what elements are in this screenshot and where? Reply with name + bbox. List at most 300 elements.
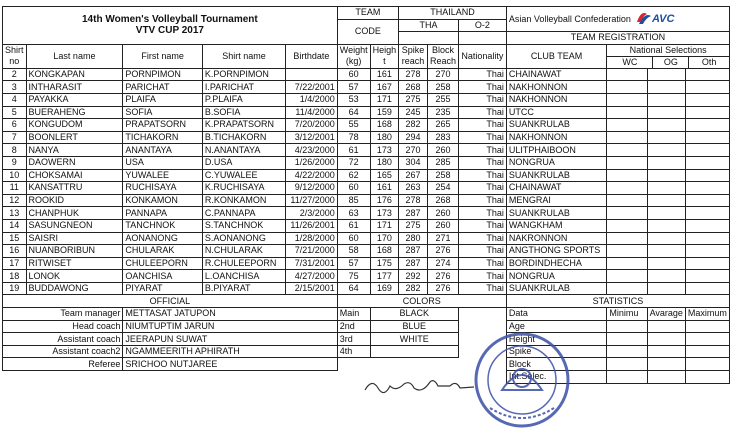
stat-header-max: Maximum: [685, 308, 729, 321]
player-last-name: KONGKAPAN: [26, 68, 123, 81]
player-oth: [685, 232, 729, 245]
player-last-name: SAISRI: [26, 232, 123, 245]
player-first-name: PARICHAT: [123, 81, 203, 94]
player-last-name: KANSATTRU: [26, 182, 123, 195]
stat-max: [685, 371, 729, 384]
stat-max: [685, 333, 729, 346]
player-no: 18: [3, 270, 27, 283]
player-shirt-name: C.PANNAPA: [202, 207, 285, 220]
player-no: 19: [3, 282, 27, 295]
player-nationality: Thai: [458, 194, 506, 207]
stat-row-label: Spike: [506, 345, 606, 358]
player-no: 17: [3, 257, 27, 270]
bottom-row: [3, 308, 730, 321]
player-og: [647, 207, 685, 220]
player-birthdate: 4/27/2000: [286, 270, 338, 283]
official-name: SRICHOO NUTJAREE: [123, 358, 337, 371]
player-block: 274: [427, 257, 458, 270]
stat-max: [685, 320, 729, 333]
player-birthdate: 1/28/2000: [286, 232, 338, 245]
player-height: 161: [370, 68, 399, 81]
player-oth: [685, 93, 729, 106]
player-nationality: Thai: [458, 81, 506, 94]
player-og: [647, 119, 685, 132]
stat-max: [685, 358, 729, 371]
player-weight: 64: [337, 106, 370, 119]
player-row: [3, 144, 730, 157]
player-shirt-name: B.SOFIA: [202, 106, 285, 119]
player-spike: 280: [399, 232, 428, 245]
player-birthdate: 7/20/2000: [286, 119, 338, 132]
avc-logo-text: AVC: [652, 12, 675, 25]
player-club: CHAINAWAT: [506, 182, 606, 195]
player-shirt-name: R.KONKAMON: [202, 194, 285, 207]
player-birthdate: 4/23/2000: [286, 144, 338, 157]
stat-row-label: Int.Selec.: [506, 371, 606, 384]
player-last-name: CHOKSAMAI: [26, 169, 123, 182]
player-shirt-name: S.AONANONG: [202, 232, 285, 245]
player-no: 14: [3, 219, 27, 232]
player-weight: 55: [337, 119, 370, 132]
player-spike: 278: [399, 68, 428, 81]
player-block: 276: [427, 270, 458, 283]
player-spike: 282: [399, 119, 428, 132]
official-seal: [472, 330, 572, 430]
player-first-name: AONANONG: [123, 232, 203, 245]
player-spike: 292: [399, 270, 428, 283]
player-og: [647, 131, 685, 144]
player-first-name: PRAPATSORN: [123, 119, 203, 132]
player-shirt-name: N.ANANTAYA: [202, 144, 285, 157]
player-no: 10: [3, 169, 27, 182]
player-no: 15: [3, 232, 27, 245]
player-club: NONGRUA: [506, 156, 606, 169]
player-block: 285: [427, 156, 458, 169]
official-blank: [3, 371, 338, 384]
col-club: CLUB TEAM: [506, 44, 606, 68]
player-og: [647, 232, 685, 245]
player-weight: 63: [337, 207, 370, 220]
player-og: [647, 144, 685, 157]
player-height: 176: [370, 194, 399, 207]
player-block: 260: [427, 219, 458, 232]
player-club: SUANKRULAB: [506, 207, 606, 220]
player-oth: [685, 131, 729, 144]
player-no: 16: [3, 245, 27, 258]
player-height: 171: [370, 93, 399, 106]
player-block: 258: [427, 81, 458, 94]
player-og: [647, 68, 685, 81]
player-oth: [685, 245, 729, 258]
player-no: 9: [3, 156, 27, 169]
player-birthdate: 3/12/2001: [286, 131, 338, 144]
player-club: NAKHONNON: [506, 81, 606, 94]
player-height: 177: [370, 270, 399, 283]
player-first-name: SOFIA: [123, 106, 203, 119]
player-height: 161: [370, 182, 399, 195]
player-shirt-name: B.PIYARAT: [202, 282, 285, 295]
player-last-name: ROOKID: [26, 194, 123, 207]
player-birthdate: 1/26/2000: [286, 156, 338, 169]
player-wc: [607, 182, 647, 195]
player-og: [647, 93, 685, 106]
player-wc: [607, 93, 647, 106]
player-row: [3, 194, 730, 207]
player-club: NONGRUA: [506, 270, 606, 283]
player-last-name: BUERAHENG: [26, 106, 123, 119]
player-first-name: TICHAKORN: [123, 131, 203, 144]
stat-avg: [647, 333, 685, 346]
color-value: BLUE: [370, 320, 458, 333]
col-shirt-name: Shirt name: [202, 44, 285, 68]
player-first-name: ANANTAYA: [123, 144, 203, 157]
player-first-name: CHULARAK: [123, 245, 203, 258]
player-nationality: Thai: [458, 270, 506, 283]
stat-header-avg: Avarage: [647, 308, 685, 321]
color-value: WHITE: [370, 333, 458, 346]
player-shirt-name: P.PLAIFA: [202, 93, 285, 106]
color-value: [370, 345, 458, 358]
player-row: [3, 68, 730, 81]
player-weight: 60: [337, 232, 370, 245]
player-club: SUANKRULAB: [506, 169, 606, 182]
player-wc: [607, 144, 647, 157]
player-nationality: Thai: [458, 119, 506, 132]
player-nationality: Thai: [458, 93, 506, 106]
player-wc: [607, 282, 647, 295]
player-no: 8: [3, 144, 27, 157]
player-oth: [685, 282, 729, 295]
player-row: [3, 282, 730, 295]
player-weight: 57: [337, 257, 370, 270]
color-label: Main: [337, 308, 370, 321]
player-first-name: YUWALEE: [123, 169, 203, 182]
stat-row-label: Height: [506, 333, 606, 346]
player-birthdate: 11/4/2000: [286, 106, 338, 119]
stat-header-data: Data: [506, 308, 606, 321]
confederation-cell: [506, 7, 729, 32]
statistics-title: STATISTICS: [506, 295, 729, 308]
player-nationality: Thai: [458, 106, 506, 119]
player-block: 268: [427, 194, 458, 207]
col-shirt-no: Shirt no: [3, 44, 27, 68]
player-first-name: PANNAPA: [123, 207, 203, 220]
player-club: BORDINDHECHA: [506, 257, 606, 270]
official-role: Assistant coach2: [3, 345, 123, 358]
player-spike: 278: [399, 194, 428, 207]
player-block: 265: [427, 119, 458, 132]
player-birthdate: 1/4/2000: [286, 93, 338, 106]
player-shirt-name: N.CHULARAK: [202, 245, 285, 258]
player-club: WANGKHAM: [506, 219, 606, 232]
avc-logo: [633, 8, 681, 31]
col-national-selections: National Selections WC OG Oth: [607, 44, 730, 68]
player-oth: [685, 156, 729, 169]
player-og: [647, 270, 685, 283]
col-nationality: Nationality: [458, 44, 506, 68]
tournament-title: 14th Women's Volleyball Tournament VTV CUP 2017: [3, 7, 338, 45]
player-oth: [685, 207, 729, 220]
stat-avg: [647, 320, 685, 333]
player-og: [647, 257, 685, 270]
player-wc: [607, 169, 647, 182]
player-wc: [607, 207, 647, 220]
player-weight: 60: [337, 68, 370, 81]
player-oth: [685, 182, 729, 195]
player-wc: [607, 131, 647, 144]
player-row: [3, 169, 730, 182]
player-weight: 85: [337, 194, 370, 207]
player-shirt-name: K.RUCHISAYA: [202, 182, 285, 195]
player-wc: [607, 119, 647, 132]
player-nationality: Thai: [458, 182, 506, 195]
player-no: 5: [3, 106, 27, 119]
player-club: SUANKRULAB: [506, 119, 606, 132]
stat-min: [607, 320, 647, 333]
player-club: ULITPHAIBOON: [506, 144, 606, 157]
player-spike: 287: [399, 257, 428, 270]
player-shirt-name: K.PRAPATSORN: [202, 119, 285, 132]
player-nationality: Thai: [458, 68, 506, 81]
stat-avg: [647, 371, 685, 384]
player-no: 13: [3, 207, 27, 220]
player-block: 270: [427, 68, 458, 81]
player-shirt-name: R.CHULEEPORN: [202, 257, 285, 270]
player-birthdate: 7/22/2001: [286, 81, 338, 94]
player-first-name: PLAIFA: [123, 93, 203, 106]
color-label: 3rd: [337, 333, 370, 346]
col-first-name: First name: [123, 44, 203, 68]
team-value: THAILAND: [399, 7, 507, 20]
player-first-name: OANCHISA: [123, 270, 203, 283]
player-birthdate: 7/21/2000: [286, 245, 338, 258]
player-last-name: SASUNGNEON: [26, 219, 123, 232]
col-weight: Weight (kg): [337, 44, 370, 68]
player-last-name: CHANPHUK: [26, 207, 123, 220]
player-og: [647, 106, 685, 119]
player-last-name: LONOK: [26, 270, 123, 283]
player-shirt-name: L.OANCHISA: [202, 270, 285, 283]
player-nationality: Thai: [458, 257, 506, 270]
bottom-row: [3, 345, 730, 358]
player-block: 258: [427, 169, 458, 182]
player-oth: [685, 119, 729, 132]
stat-row-label: Age: [506, 320, 606, 333]
player-weight: 53: [337, 93, 370, 106]
player-birthdate: 11/27/2000: [286, 194, 338, 207]
team-label: TEAM: [337, 7, 398, 20]
player-last-name: INTHARASIT: [26, 81, 123, 94]
player-first-name: RUCHISAYA: [123, 182, 203, 195]
player-oth: [685, 169, 729, 182]
player-last-name: RITWISET: [26, 257, 123, 270]
player-last-name: NANYA: [26, 144, 123, 157]
player-first-name: TANCHNOK: [123, 219, 203, 232]
team-registration: TEAM REGISTRATION: [506, 32, 729, 45]
player-weight: 57: [337, 81, 370, 94]
player-birthdate: 9/12/2000: [286, 182, 338, 195]
player-nationality: Thai: [458, 169, 506, 182]
group-value: O-2: [458, 19, 506, 32]
player-club: MENGRAI: [506, 194, 606, 207]
player-wc: [607, 194, 647, 207]
player-oth: [685, 219, 729, 232]
player-height: 168: [370, 245, 399, 258]
player-shirt-name: I.PARICHAT: [202, 81, 285, 94]
player-row: [3, 245, 730, 258]
player-height: 171: [370, 219, 399, 232]
player-weight: 61: [337, 219, 370, 232]
player-weight: 72: [337, 156, 370, 169]
player-weight: 58: [337, 245, 370, 258]
player-og: [647, 156, 685, 169]
player-wc: [607, 106, 647, 119]
col-last-name: Last name: [26, 44, 123, 68]
player-no: 7: [3, 131, 27, 144]
player-weight: 75: [337, 270, 370, 283]
player-club: UTCC: [506, 106, 606, 119]
player-row: [3, 93, 730, 106]
player-spike: 275: [399, 219, 428, 232]
player-row: [3, 106, 730, 119]
player-height: 173: [370, 144, 399, 157]
stat-avg: [647, 358, 685, 371]
player-shirt-name: C.YUWALEE: [202, 169, 285, 182]
player-nationality: Thai: [458, 207, 506, 220]
player-weight: 64: [337, 282, 370, 295]
player-birthdate: 7/31/2001: [286, 257, 338, 270]
player-no: 4: [3, 93, 27, 106]
player-no: 11: [3, 182, 27, 195]
player-block: 254: [427, 182, 458, 195]
bottom-row: [3, 333, 730, 346]
player-wc: [607, 232, 647, 245]
player-weight: 62: [337, 169, 370, 182]
player-last-name: NUANBORIBUN: [26, 245, 123, 258]
player-block: 260: [427, 207, 458, 220]
player-block: 283: [427, 131, 458, 144]
col-height: Heigh t: [370, 44, 399, 68]
col-birthdate: Birthdate: [286, 44, 338, 68]
player-oth: [685, 144, 729, 157]
official-title: OFFICIAL: [3, 295, 338, 308]
stat-min: [607, 358, 647, 371]
player-first-name: KONKAMON: [123, 194, 203, 207]
player-shirt-name: B.TICHAKORN: [202, 131, 285, 144]
player-club: NAKRONNON: [506, 232, 606, 245]
player-row: [3, 257, 730, 270]
player-weight: 78: [337, 131, 370, 144]
player-block: 255: [427, 93, 458, 106]
player-birthdate: 4/22/2000: [286, 169, 338, 182]
player-og: [647, 169, 685, 182]
player-shirt-name: S.TANCHNOK: [202, 219, 285, 232]
stat-header-min: Minimu: [607, 308, 647, 321]
confederation-name: Asian Volleyball Confederation: [508, 13, 631, 24]
player-last-name: PAYAKKA: [26, 93, 123, 106]
player-no: 12: [3, 194, 27, 207]
player-wc: [607, 257, 647, 270]
player-club: CHAINAWAT: [506, 68, 606, 81]
player-og: [647, 245, 685, 258]
player-spike: 275: [399, 93, 428, 106]
player-first-name: PORNPIMON: [123, 68, 203, 81]
player-wc: [607, 68, 647, 81]
player-height: 170: [370, 232, 399, 245]
player-oth: [685, 106, 729, 119]
stat-min: [607, 371, 647, 384]
stat-row-label: Block: [506, 358, 606, 371]
player-oth: [685, 81, 729, 94]
player-og: [647, 219, 685, 232]
player-block: 235: [427, 106, 458, 119]
signature: [360, 374, 480, 398]
color-label: 2nd: [337, 320, 370, 333]
player-row: [3, 119, 730, 132]
player-row: [3, 207, 730, 220]
stat-min: [607, 333, 647, 346]
official-name: JEERAPUN SUWAT: [123, 333, 337, 346]
player-nationality: Thai: [458, 131, 506, 144]
player-weight: 61: [337, 144, 370, 157]
player-row: [3, 219, 730, 232]
player-nationality: Thai: [458, 245, 506, 258]
player-og: [647, 81, 685, 94]
player-club: SUANKRULAB: [506, 282, 606, 295]
player-last-name: BUDDAWONG: [26, 282, 123, 295]
stat-avg: [647, 345, 685, 358]
registration-table: [2, 6, 730, 384]
player-block: 260: [427, 144, 458, 157]
stat-max: [685, 345, 729, 358]
official-role: Referee: [3, 358, 123, 371]
player-height: 169: [370, 282, 399, 295]
player-spike: 287: [399, 245, 428, 258]
player-spike: 267: [399, 169, 428, 182]
player-club: NAKHONNON: [506, 93, 606, 106]
player-nationality: Thai: [458, 156, 506, 169]
player-spike: 304: [399, 156, 428, 169]
player-club: ANGTHONG SPORTS: [506, 245, 606, 258]
code-label: CODE: [337, 19, 398, 44]
player-first-name: PIYARAT: [123, 282, 203, 295]
player-og: [647, 282, 685, 295]
player-block: 271: [427, 232, 458, 245]
official-name: NIUMTUPTIM JARUN: [123, 320, 337, 333]
player-birthdate: 11/26/2001: [286, 219, 338, 232]
col-spike: Spike reach: [399, 44, 428, 68]
player-wc: [607, 219, 647, 232]
player-spike: 294: [399, 131, 428, 144]
player-last-name: BOONLERT: [26, 131, 123, 144]
player-spike: 287: [399, 207, 428, 220]
player-spike: 282: [399, 282, 428, 295]
player-block: 276: [427, 245, 458, 258]
player-club: NAKHONNON: [506, 131, 606, 144]
player-og: [647, 194, 685, 207]
player-no: 3: [3, 81, 27, 94]
player-height: 173: [370, 207, 399, 220]
bottom-row: [3, 358, 730, 371]
player-birthdate: 2/15/2001: [286, 282, 338, 295]
player-height: 180: [370, 131, 399, 144]
player-spike: 270: [399, 144, 428, 157]
player-wc: [607, 245, 647, 258]
player-og: [647, 182, 685, 195]
player-spike: 263: [399, 182, 428, 195]
player-shirt-name: D.USA: [202, 156, 285, 169]
bottom-row: [3, 320, 730, 333]
